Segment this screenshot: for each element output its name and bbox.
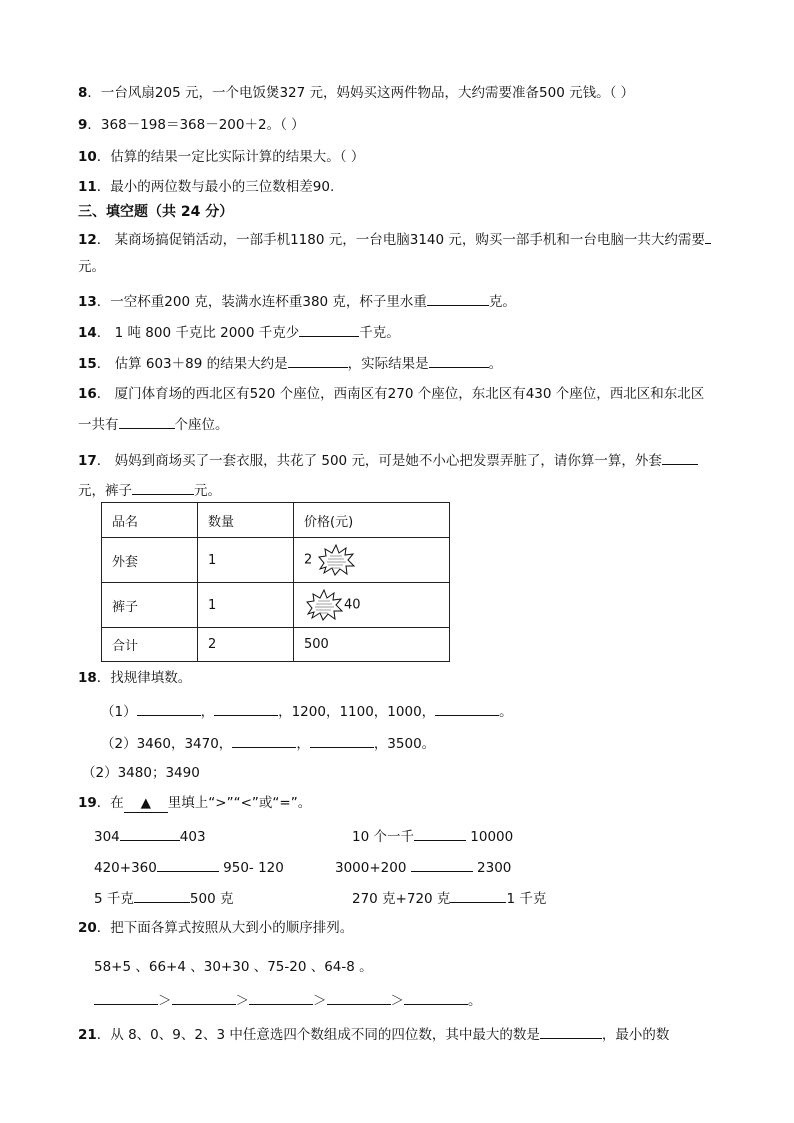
table-row [102,628,450,662]
question-17 [78,450,698,470]
compare-row-1-left [94,826,206,846]
ink-stain-icon [304,588,344,622]
answer-blank[interactable] [429,353,489,368]
question-number: 8 [78,85,88,101]
answer-blank[interactable] [310,733,374,748]
compare-blank[interactable] [134,888,190,903]
question-text: ．最小的两位数与最小的三位数相差90. [96,179,335,195]
answer-blank[interactable] [662,450,698,465]
compare-expr: 5 千克 [94,891,134,907]
question-8 [78,84,634,102]
question-number: 10 [78,149,97,165]
question-number: 11 [78,179,97,195]
price-visible-digit: 2 [304,552,313,568]
order-blank[interactable] [172,990,236,1005]
question-number: 13 [78,294,97,310]
sequence-end: 。 [499,704,513,720]
question-text: 个座位。 [174,417,229,433]
table-header-row [102,503,450,538]
part-label: （1） [101,704,137,720]
header-cell: 价格(元) [294,503,450,538]
order-blank[interactable] [249,990,313,1005]
question-number: 15 [78,356,97,372]
answer-blank[interactable] [137,701,201,716]
question-text: ． 估算 603＋89 的结果大约是 [96,356,288,372]
order-blank[interactable] [327,990,391,1005]
question-17-cont [78,480,221,500]
item-price: 500 [294,628,450,662]
question-18 [78,669,191,687]
compare-blank[interactable] [414,826,466,841]
question-number: 9 [78,117,88,133]
question-number: 18 [78,670,97,686]
item-price [294,583,450,628]
question-text: 里填上“>”“<”或“=”。 [167,795,312,811]
ordering-row [94,990,482,1010]
question-12 [78,229,711,249]
sequence-end: 。 [468,993,482,1009]
item-price [294,538,450,583]
compare-row-3-left [94,888,233,908]
sequence-text: ，1200，1100，1000， [278,704,436,720]
question-15 [78,353,502,373]
sequence-text: （2）3460，3470， [101,736,233,752]
answer-blank[interactable] [435,701,499,716]
question-16-cont [78,414,229,434]
item-qty: 1 [198,538,294,583]
compare-row-2-left [94,857,284,877]
question-text: ．找规律填数。 [96,670,192,686]
answer-blank[interactable] [540,1024,602,1039]
question-text: ，实际结果是 [347,356,429,372]
question-21 [78,1024,669,1044]
question-18-part-2 [101,733,435,753]
order-blank[interactable] [94,990,158,1005]
compare-row-3-right [352,888,546,908]
answer-blank[interactable] [232,733,296,748]
compare-expr: 420+360 [94,860,157,876]
compare-expr: 403 [179,829,206,845]
separator: ， [296,736,310,752]
separator: ， [200,704,215,720]
compare-blank[interactable] [450,888,506,903]
question-10 [78,148,364,166]
question-text: ． 1 吨 800 千克比 2000 千克少 [96,325,300,341]
item-name: 裤子 [102,583,198,628]
answer-blank[interactable] [288,353,348,368]
table-row [102,583,450,628]
triangle-icon: ▲ [140,795,151,811]
question-number: 14 [78,325,97,341]
compare-expr: 2300 [472,860,512,876]
compare-row-1-right [352,826,513,846]
header-cell: 数量 [198,503,294,538]
unit-text: 克。 [488,294,516,310]
question-text: ．一台风扇205 元，一个电饭煲327 元，妈妈买这两件物品，大约需要准备500 元钱。（ ） [87,85,635,101]
question-text: ．估算的结果一定比实际计算的结果大。（ ） [96,149,365,165]
question-text: ，最小的数 [601,1027,670,1043]
question-text: 。 [488,356,503,372]
question-12-cont: 元。 [78,259,105,275]
question-text: 元。 [194,483,221,499]
item-qty: 2 [198,628,294,662]
question-text: ． 厦门体育场的西北区有520 个座位，西南区有270 个座位，东北区有430 个座位，西北区和东北区 [96,386,705,402]
compare-expr: 950- 120 [218,860,284,876]
order-blank[interactable] [404,990,468,1005]
compare-blank[interactable] [120,826,180,841]
answer-blank[interactable] [705,229,711,244]
compare-blank[interactable] [157,857,219,872]
question-text: ． 某商场搞促销活动，一部手机1180 元，一台电脑3140 元，购买一部手机和一台电脑一共大约需要 [96,232,705,248]
header-cell: 品名 [102,503,198,538]
compare-expr: 304 [94,829,120,845]
greater-than-sign: ＞ [313,993,327,1009]
compare-blank[interactable] [411,857,473,872]
question-9 [78,116,305,134]
question-text: ．一空杯重200 克，装满水连杯重380 克，杯子里水重 [96,294,427,310]
question-number: 20 [78,920,97,936]
item-name: 合计 [102,628,198,662]
compare-expr: 500 克 [189,891,234,907]
compare-expr: 3000+200 [335,860,411,876]
compare-row-2-right [335,857,511,877]
question-text: ．把下面各算式按照从大到小的顺序排列。 [96,920,354,936]
question-20 [78,919,353,937]
item-qty: 1 [198,583,294,628]
question-11 [78,178,334,196]
question-19 [78,794,311,813]
question-13 [78,291,516,311]
answer-blank[interactable] [132,480,194,495]
answer-blank[interactable] [427,291,489,306]
question-text: 一共有 [78,417,119,433]
compare-expr: 1 千克 [506,891,547,907]
question-text: ．368－198＝368－200＋2。（ ） [87,117,305,133]
question-number: 19 [78,795,97,811]
answer-blank[interactable] [299,322,359,337]
unit-text: 千克。 [359,325,400,341]
greater-than-sign: ＞ [158,993,172,1009]
item-name: 外套 [102,538,198,583]
compare-expr: 10000 [465,829,514,845]
question-number: 17 [78,453,97,469]
greater-than-sign: ＞ [390,993,404,1009]
question-14 [78,322,400,342]
greater-than-sign: ＞ [235,993,249,1009]
question-text: ．从 8、0、9、2、3 中任意选四个数组成不同的四位数，其中最大的数是 [96,1027,540,1043]
answer-blank[interactable] [119,414,175,429]
section-title: 三、填空题（共 24 分） [78,204,234,220]
answer-blank[interactable] [214,701,278,716]
question-text: 元，裤子 [78,483,132,499]
table-row [102,538,450,583]
question-number: 21 [78,1027,97,1043]
compare-expr: 270 克+720 克 [352,891,451,907]
question-16 [78,385,704,403]
compare-expr: 10 个一千 [352,829,414,845]
question-text: ．在 [96,795,124,811]
question-text: ． 妈妈到商场买了一套衣服，共花了 500 元，可是她不小心把发票弄脏了，请你算一算，外套 [96,453,662,469]
question-18-part-1 [101,701,513,721]
price-visible-digit: 40 [344,597,361,613]
sequence-text: ，3500。 [373,736,436,752]
ink-stain-icon [316,543,356,577]
question-number: 12 [78,232,97,248]
triangle-blank [124,794,168,813]
price-table [101,502,450,662]
question-number: 16 [78,386,97,402]
expression-list: 58+5 、66+4 、30+30 、75-20 、64-8 。 [94,959,373,975]
question-18-answer: （2）3480；3490 [82,765,200,781]
